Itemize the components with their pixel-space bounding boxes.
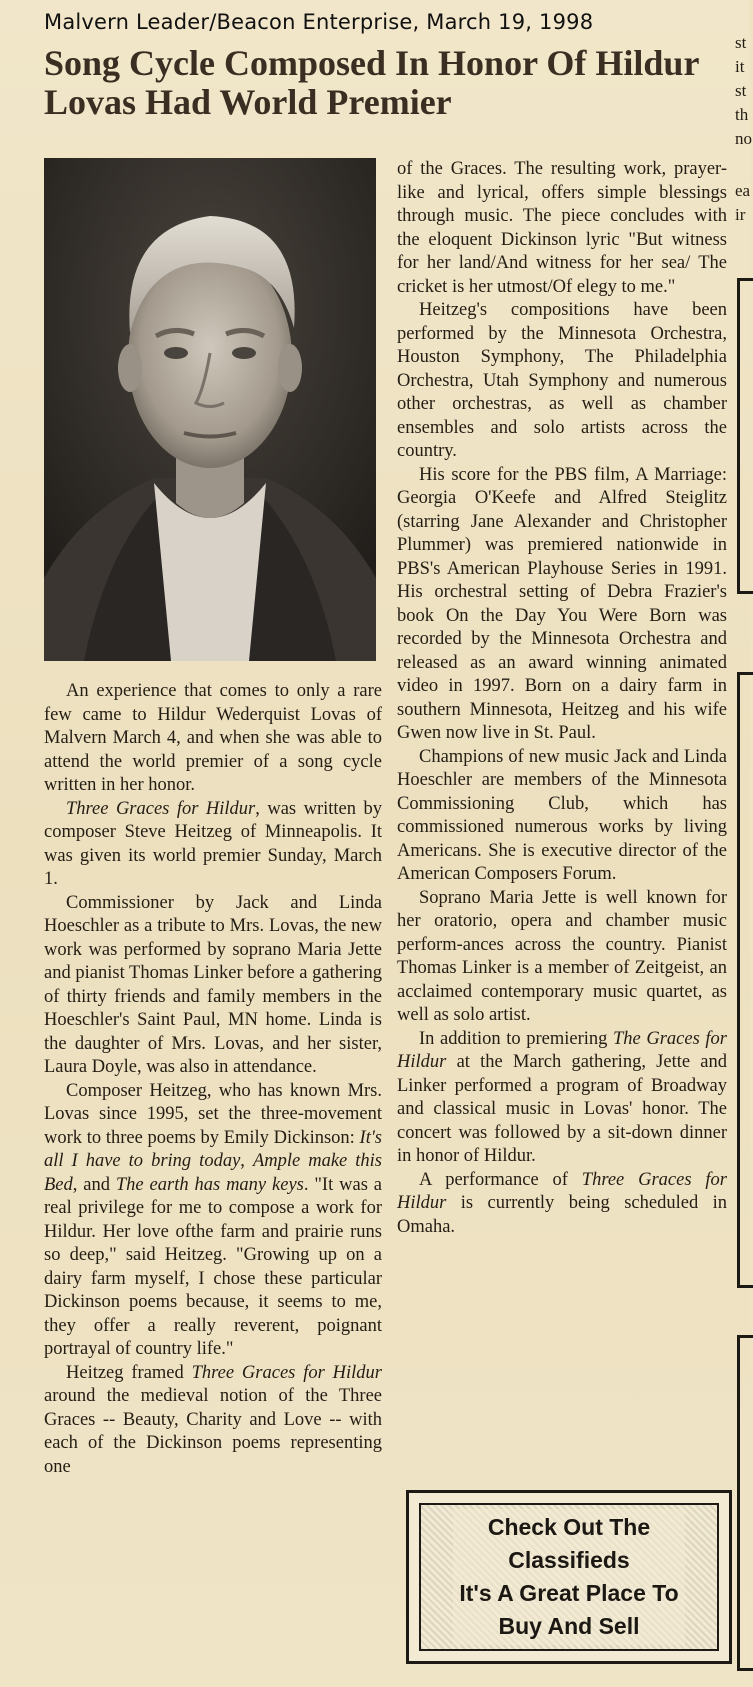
adjacent-column-fragment: it [735, 57, 745, 76]
paragraph-text: is currently being scheduled in Omaha. [397, 1193, 727, 1237]
paragraph-text: , was written by composer Steve Heitzeg of Minneapolis. It was given its world premier Sunday, March 1. [44, 798, 382, 889]
work-title: Three Graces for Hildur [191, 1362, 382, 1383]
paragraph-text: of the Graces. The resulting work, prayer-like and lyrical, offers simple blessings through music. The piece concludes with the eloquent Dickinson lyric "But witness for her land/And witness for her sea/ The cricket is her utmost/Of elegy to me." [397, 159, 727, 297]
ad-line: Buy And Sell [498, 1613, 640, 1639]
work-title: Three Graces for Hildur [66, 798, 256, 819]
paragraph-text: Heitzeg framed [66, 1362, 192, 1383]
paragraph [397, 1028, 727, 1169]
paragraph-text: Heitzeg's compositions have been performed by the Minnesota Orchestra, Houston Symphony, The Philadelphia Orchestra, Utah Symphony and numerous other orchestras, as well as chamber ensembles and solo artists across the country. [397, 300, 727, 461]
publication-header: Malvern Leader/Beacon Enterprise, March 19, 1998 [44, 10, 594, 34]
separator-text: , and [72, 1174, 116, 1195]
adjacent-column-fragment: ea [735, 181, 751, 200]
work-title: The Graces for Hildur [397, 1028, 727, 1072]
adjacent-box-border [737, 278, 753, 594]
poem-title: The earth has many keys [115, 1174, 304, 1195]
paragraph [397, 299, 727, 464]
paragraph-text: . "It was a real privilege for me to compose a work for Hildur. Her love ofthe farm and prairie runs so deep," said Heitzeg. "Growing up on a dairy farm myself, I chose these particular Dickinson poems because, it seems to me, they offer a really reverent, poignant portrayal of country life." [44, 1174, 382, 1359]
work-title: Three Graces for Hildur [397, 1169, 728, 1213]
adjacent-column-fragment: no [735, 129, 752, 148]
ad-line: It's A Great Place To [459, 1580, 679, 1606]
ad-line: Check Out The [487, 1514, 651, 1540]
paragraph-text: His score for the PBS film, A Marriage: Georgia O'Keefe and Alfred Steiglitz (starring Jane Alexander and Christopher Plummer) was premiered nationwide in PBS's American Playhouse Series in 1991. His orchestral setting of Debra Frazier's book On the Day You Were Born was recorded by the Minnesota Orchestra and released as an award winning animated video in 1997. Born on a dairy farm in southern Minnesota, Heitzeg and his wife Gwen now live in St. Paul. [397, 464, 727, 743]
paragraph-text: Composer Heitzeg, who has known Mrs. Lovas since 1995, set the three-movement work to three poems by Emily Dickinson: [44, 1080, 382, 1148]
paragraph [397, 1169, 727, 1240]
paragraph-text: Soprano Maria Jette is well known for her oratorio, opera and chamber music perform-ances across the country. Pianist Thomas Linker is a member of Zeitgeist, an acclaimed contemporary music quartet, as well as solo artist. [397, 887, 727, 1025]
paragraph [44, 1080, 382, 1362]
classifieds-ad-box [406, 1490, 732, 1664]
adjacent-column-fragment: st [735, 81, 747, 100]
adjacent-box-border [737, 1335, 753, 1671]
paragraph-text: Commissioner by Jack and Linda Hoeschler as a tribute to Mrs. Lovas, the new work was performed by soprano Maria Jette and pianist Thomas Linker before a gathering of thirty friends and family members in the Hoeschler's Saint Paul, MN home. Linda is the daughter of Mrs. Lovas, and her sister, Laura Doyle, was also in attendance. [44, 892, 382, 1077]
adjacent-column-fragment: ir [735, 205, 746, 224]
article-column-middle [397, 158, 727, 1239]
poem-title: Ample make this Bed [44, 1151, 382, 1195]
paragraph [397, 158, 727, 299]
paragraph-text: In addition to premiering [419, 1028, 614, 1049]
paragraph [44, 892, 382, 1080]
paragraph-text: at the March gathering, Jette and Linker performed a program of Broadway and classical music in Lovas' honor. The concert was followed by a sit-down dinner in honor of Hildur. [397, 1052, 727, 1166]
paragraph [44, 1362, 382, 1480]
paragraph-text: around the medieval notion of the Three Graces -- Beauty, Charity and Love -- with each of the Dickinson poems representing one [44, 1386, 382, 1477]
adjacent-column-fragment: th [735, 105, 749, 124]
article-column-left [44, 680, 382, 1479]
paragraph [397, 464, 727, 746]
paragraph [397, 887, 727, 1028]
adjacent-column-fragment: st [735, 33, 747, 52]
paragraph-text: An experience that comes to only a rare few came to Hildur Wederquist Lovas of Malvern March 4, and when she was able to attend the world premier of a song cycle written in her honor. [44, 681, 382, 795]
ad-text [453, 1509, 684, 1645]
article-headline: Song Cycle Composed In Honor Of Hildur Lovas Had World Premier [44, 43, 699, 122]
paragraph-text: A performance of [419, 1169, 582, 1190]
paragraph-text: Champions of new music Jack and Linda Hoeschler are members of the Minnesota Commissioning Club, which has commissioned numerous works by living Americans. She is executive director of the American Composers Forum. [397, 746, 727, 884]
ad-inner-frame [419, 1503, 719, 1651]
adjacent-box-border [737, 672, 753, 1288]
paragraph [44, 680, 382, 798]
separator-text: , [240, 1151, 253, 1171]
ad-line: Classifieds [508, 1547, 630, 1573]
paragraph [44, 798, 382, 892]
poem-title: It's all I have to bring today [44, 1127, 382, 1171]
composer-photo [44, 158, 376, 661]
paragraph [397, 746, 727, 887]
